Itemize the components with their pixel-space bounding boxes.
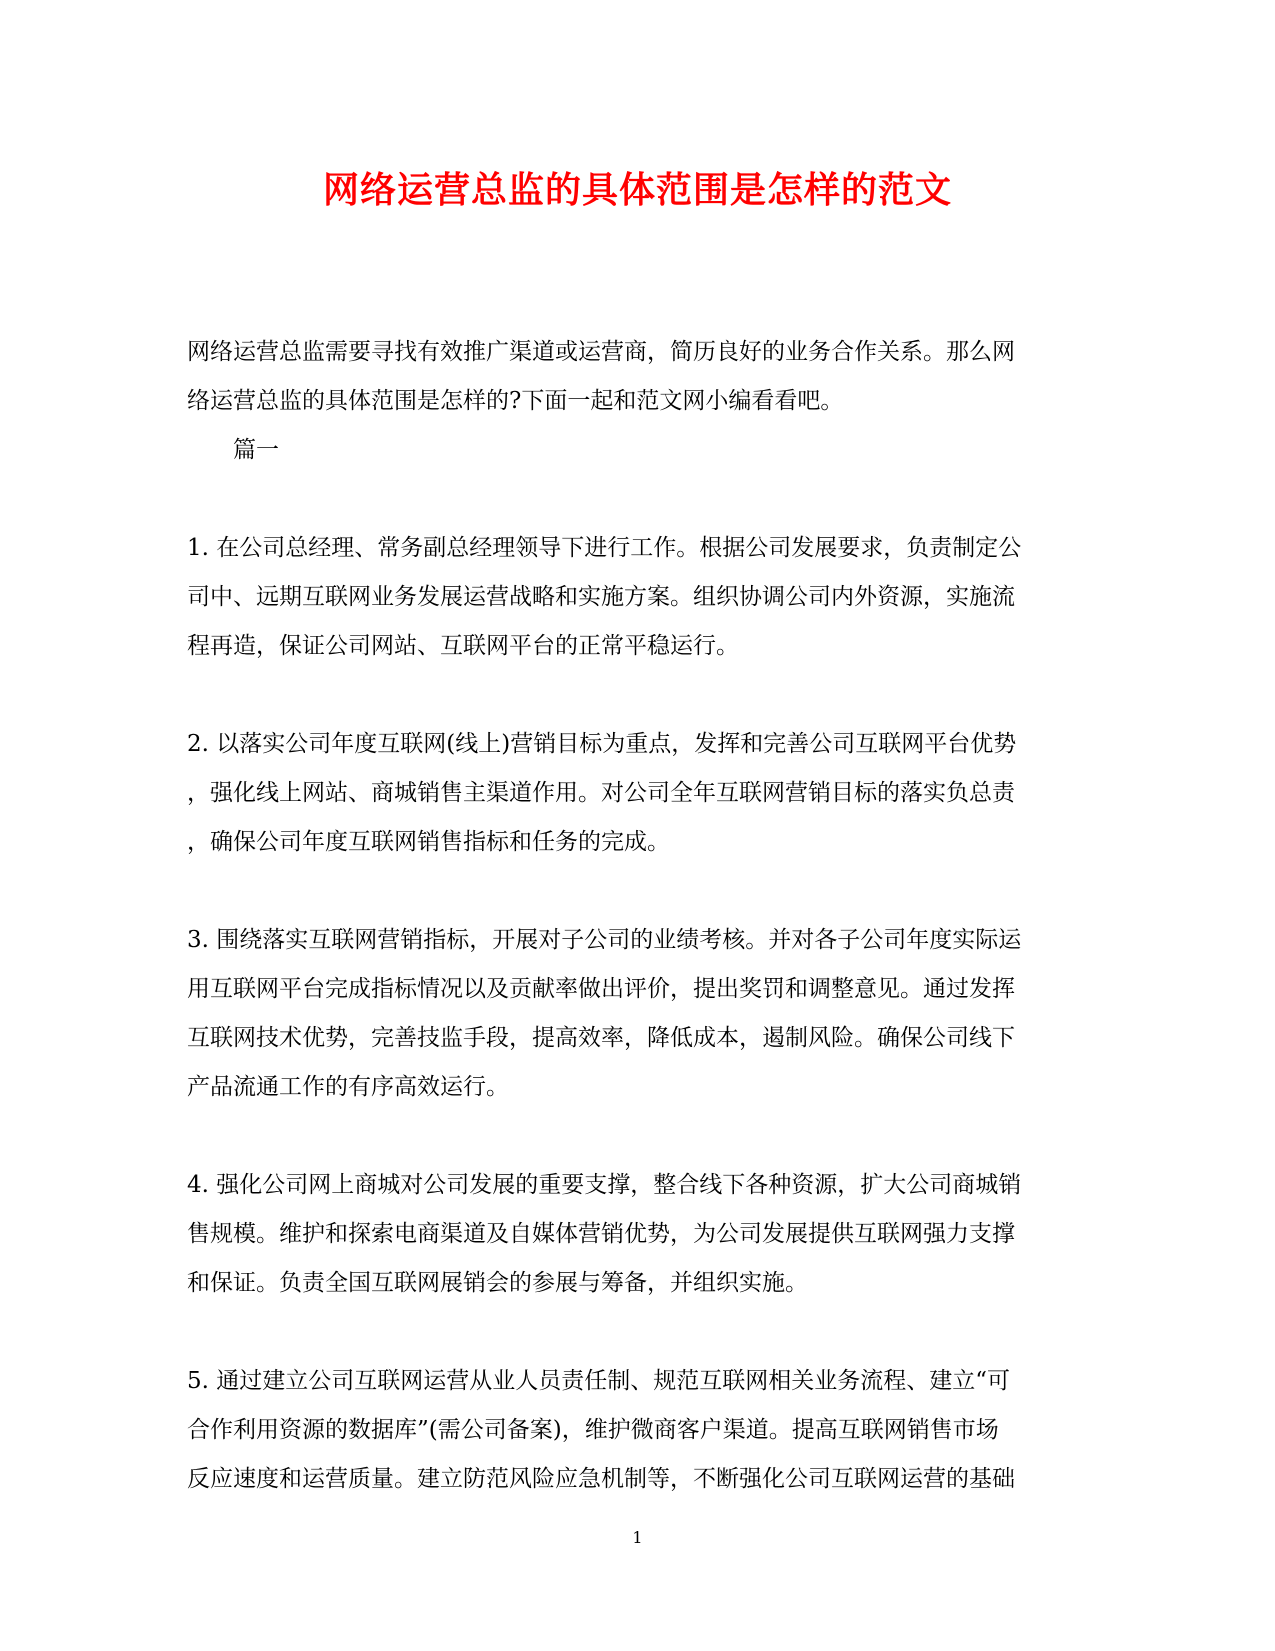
text-line: 合作利用资源的数据库”(需公司备案)，维护微商客户渠道。提高互联网销售市场 xyxy=(187,1417,999,1443)
text-line: 网络运营总监需要寻找有效推广渠道或运营商，简历良好的业务合作关系。那么网 xyxy=(187,339,1015,365)
text-line: 4. 强化公司网上商城对公司发展的重要支撑，整合线下各种资源，扩大公司商城销 xyxy=(187,1172,1022,1198)
document-title: 网络运营总监的具体范围是怎样的范文 xyxy=(322,169,952,211)
text-line: 络运营总监的具体范围是怎样的?下面一起和范文网小编看看吧。 xyxy=(187,388,844,414)
list-item-1 xyxy=(187,524,1087,671)
text-line: 产品流通工作的有序高效运行。 xyxy=(187,1074,509,1100)
text-line: 司中、远期互联网业务发展运营战略和实施方案。组织协调公司内外资源，实施流 xyxy=(187,584,1015,610)
text-line: 用互联网平台完成指标情况以及贡献率做出评价，提出奖罚和调整意见。通过发挥 xyxy=(187,976,1015,1002)
text-line: 互联网技术优势，完善技监手段，提高效率，降低成本，遏制风险。确保公司线下 xyxy=(187,1025,1015,1051)
list-item-3 xyxy=(187,916,1087,1112)
text-line: 2. 以落实公司年度互联网(线上)营销目标为重点，发挥和完善公司互联网平台优势 xyxy=(187,731,1017,757)
document-body xyxy=(187,328,1087,1504)
text-line: 和保证。负责全国互联网展销会的参展与筹备，并组织实施。 xyxy=(187,1270,808,1296)
text-line: 1. 在公司总经理、常务副总经理领导下进行工作。根据公司发展要求，负责制定公 xyxy=(187,535,1022,561)
text-line: 反应速度和运营质量。建立防范风险应急机制等，不断强化公司互联网运营的基础 xyxy=(187,1466,1015,1492)
list-item-5 xyxy=(187,1357,1087,1504)
text-line: 3. 围绕落实互联网营销指标，开展对子公司的业绩考核。并对各子公司年度实际运 xyxy=(187,927,1022,953)
intro-paragraph xyxy=(187,328,1087,426)
list-item-4 xyxy=(187,1161,1087,1308)
text-line: ，强化线上网站、商城销售主渠道作用。对公司全年互联网营销目标的落实负总责 xyxy=(187,780,1015,806)
list-item-2 xyxy=(187,720,1087,867)
page-number: 1 xyxy=(632,1528,643,1547)
text-line: ，确保公司年度互联网销售指标和任务的完成。 xyxy=(187,829,670,855)
text-line: 程再造，保证公司网站、互联网平台的正常平稳运行。 xyxy=(187,633,739,659)
text-line: 售规模。维护和探索电商渠道及自媒体营销优势，为公司发展提供互联网强力支撑 xyxy=(187,1221,1015,1247)
section-heading: 篇一 xyxy=(233,437,279,463)
text-line: 5. 通过建立公司互联网运营从业人员责任制、规范互联网相关业务流程、建立“可 xyxy=(187,1368,1011,1394)
